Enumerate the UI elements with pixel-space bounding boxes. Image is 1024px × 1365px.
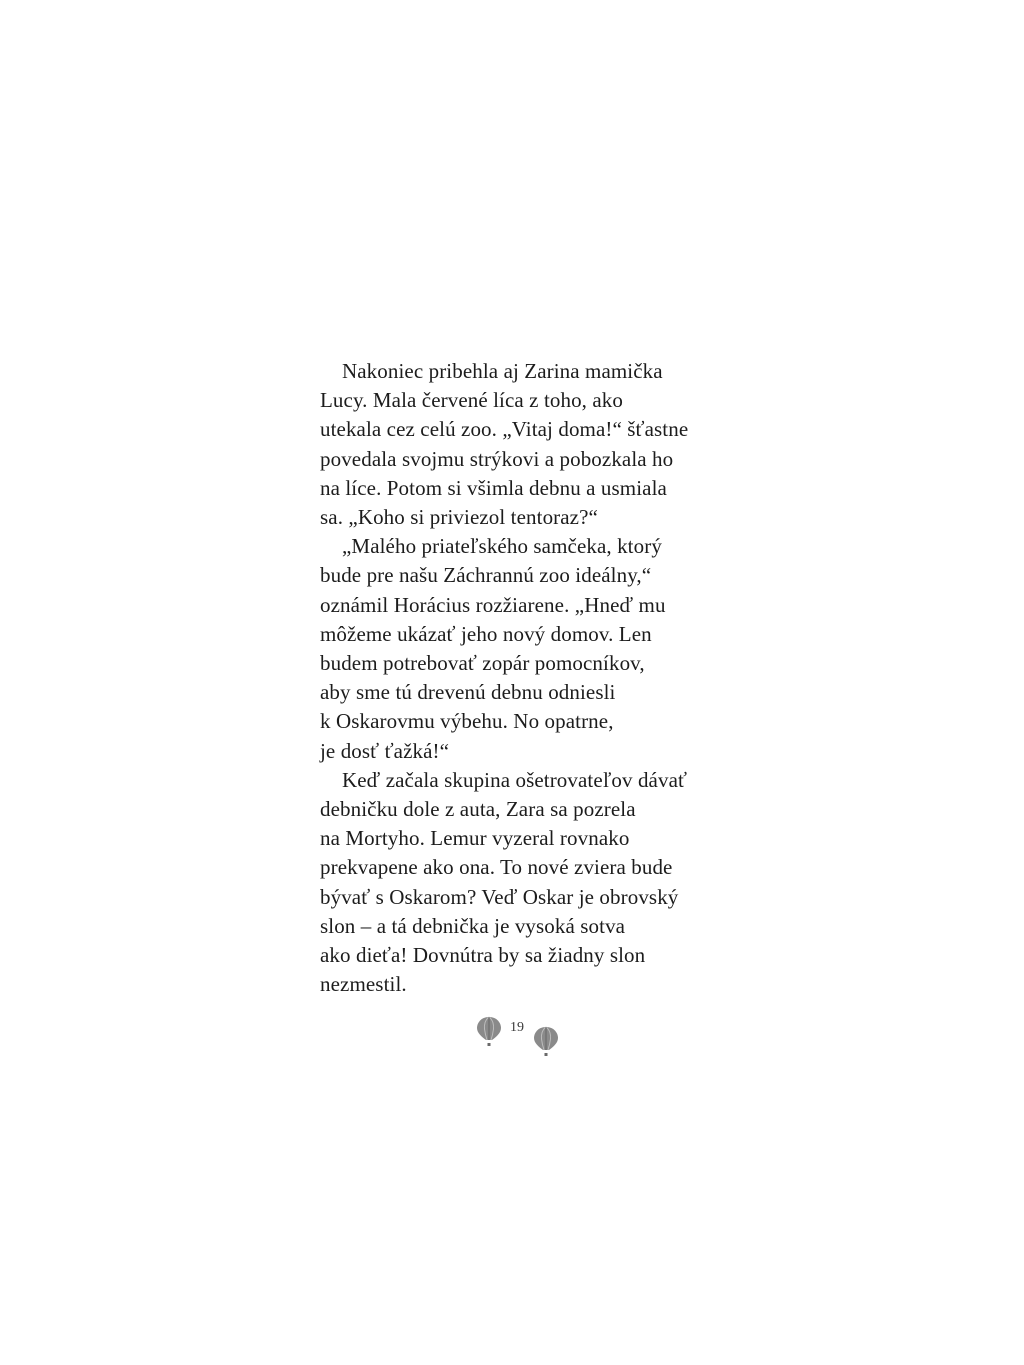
text-line: bude pre našu Záchrannú zoo ideálny,“ (320, 563, 652, 588)
text-line: na líce. Potom si všimla debnu a usmiala (320, 475, 667, 500)
page-footer (476, 1014, 566, 1064)
text-line: je dosť ťažká!“ (320, 738, 450, 763)
text-line: oznámil Horácius rozžiarene. „Hneď mu (320, 592, 666, 617)
text-line: Keď začala skupina ošetrovateľov dávať (342, 767, 688, 792)
text-line: sa. „Koho si priviezol tentoraz?“ (320, 505, 598, 530)
text-line: slon – a tá debnička je vysoká sotva (320, 913, 626, 938)
page-number: 19 (510, 1020, 524, 1035)
text-line: „Malého priateľského samčeka, ktorý (342, 534, 662, 559)
text-line: povedala svojmu strýkovi a pobozkala ho (320, 446, 674, 471)
text-line: Lucy. Mala červené líca z toho, ako (320, 388, 623, 413)
text-line: aby sme tú drevenú debnu odniesli (320, 680, 616, 705)
text-line: môžeme ukázať jeho nový domov. Len (320, 621, 652, 646)
text-line: na Mortyho. Lemur vyzeral rovnako (320, 826, 630, 851)
text-line: ako dieťa! Dovnútra by sa žiadny slon (320, 943, 646, 968)
text-line: bývať s Oskarom? Veď Oskar je obrovský (320, 884, 679, 909)
text-line: debničku dole z auta, Zara sa pozrela (320, 797, 636, 822)
text-line: prekvapene ako ona. To nové zviera bude (320, 855, 673, 880)
body-text (320, 357, 740, 999)
text-line: nezmestil. (320, 972, 407, 997)
text-line: budem potrebovať zopár pomocníkov, (320, 651, 645, 676)
hot-air-balloon-icon (533, 1026, 559, 1058)
hot-air-balloon-icon (476, 1016, 502, 1048)
text-line: k Oskarovmu výbehu. No opatrne, (320, 709, 614, 734)
text-line: utekala cez celú zoo. „Vitaj doma!“ šťastne (320, 417, 689, 442)
text-line: Nakoniec pribehla aj Zarina mamička (342, 359, 663, 383)
